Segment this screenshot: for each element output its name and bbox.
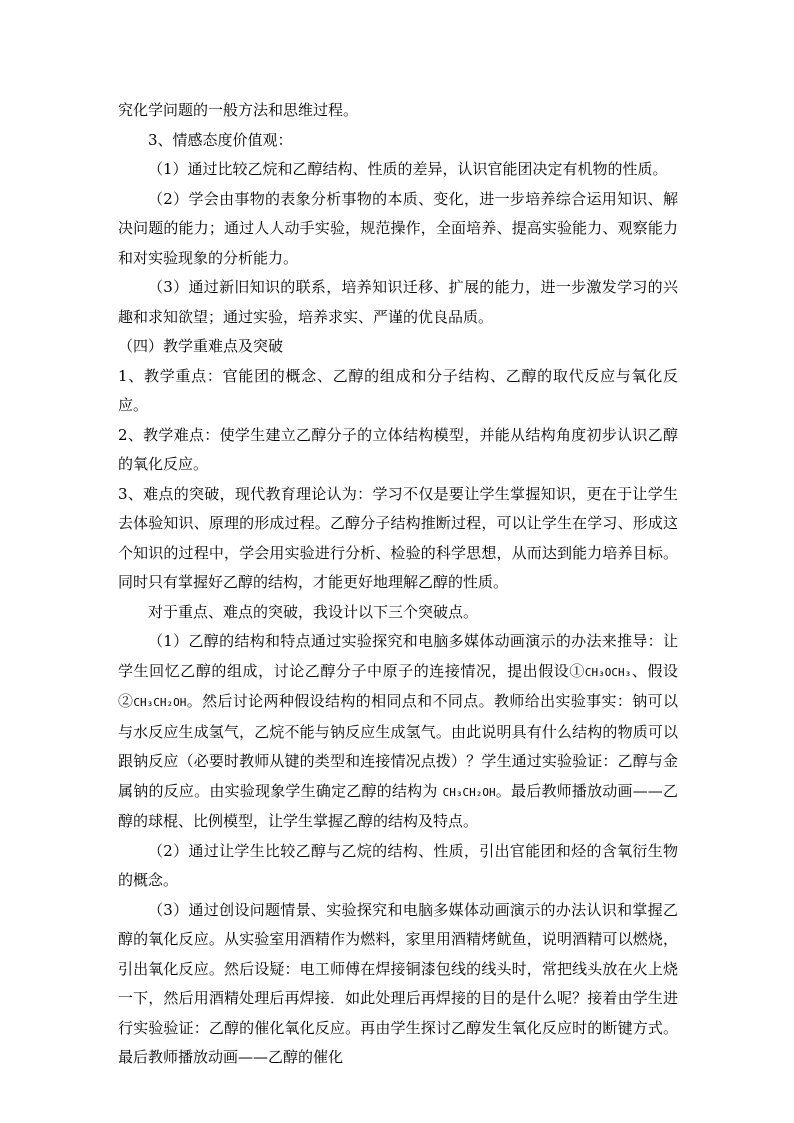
paragraph-difficult-point: 2、教学难点：使学生建立乙醇分子的立体结构模型，并能从结构角度初步认识乙醇的氧化反应。 [118, 425, 678, 473]
text-segment: 、假设② [118, 661, 678, 710]
text-segment: 。然后讨论两种假设结构的相同点和不同点。教师给出实验事实：钠可以与水反应生成氢气，乙烷不能与钠反应生成氢气。由此说明具有什么结构的物质可以跟钠反应（必要时教师从键的类型和连接情况点拨）？学生通过实验验证：乙醇与金属钠的反应。由实验现象学生确定乙醇的结构为 [118, 692, 678, 800]
paragraph-attitude-heading: 3、情感态度价值观： [148, 130, 293, 149]
paragraph-breakthrough-3: （3）通过创设问题情景、实验探究和电脑多媒体动画演示的办法认识和掌握乙醇的氧化反应。从实验室用酒精作为燃料，家里用酒精烤鱿鱼，说明酒精可以燃烧，引出氧化反应。然后设疑：电工师傅在焊接铜漆包线的线头时，常把线头放在火上烧一下，然后用酒精处理后再焊接．如此处理后再焊接的目的是什么呢？接着由学生进行实验验证：乙醇的催化氧化反应。再由学生探讨乙醇发生氧化反应时的断键方式。最后教师播放动画——乙醇的催化 [118, 900, 678, 1066]
paragraph-breakthrough-2: （2）通过让学生比较乙醇与乙烷的结构、性质，引出官能团和烃的含氧衍生物的概念。 [118, 841, 678, 889]
paragraph-continuation: 究化学问题的一般方法和思维过程。 [118, 101, 359, 119]
document-body [118, 96, 678, 1073]
formula-ethanol: CH₃CH₂OH [133, 696, 187, 709]
formula-dimethyl-ether: CH₃OCH₃ [584, 665, 632, 679]
paragraph-attitude-3: （3）通过新旧知识的联系，培养知识迁移、扩展的能力，进一步激发学习的兴趣和求知欲望；通过实验，培养求实、严谨的优良品质。 [118, 278, 678, 326]
paragraph-breakthrough-intro: 对于重点、难点的突破，我设计以下三个突破点。 [148, 602, 479, 621]
section-heading-key-points: （四）教学重难点及突破 [118, 337, 284, 355]
paragraph-breakthrough-1 [118, 627, 678, 837]
paragraph-key-point: 1、教学重点：官能团的概念、乙醇的组成和分子结构、乙醇的取代反应与氧化反应。 [118, 366, 678, 414]
paragraph-breakthrough: 3、难点的突破，现代教育理论认为：学习不仅是要让学生掌握知识，更在于让学生去体验知识、原理的形成过程。乙醇分子结构推断过程，可以让学生在学习、形成这个知识的过程中，学会用实验进行分析、检验的科学思想，从而达到能力培养目标。同时只有掌握好乙醇的结构，才能更好地理解乙醇的性质。 [118, 484, 678, 591]
text-segment: 。最后教师播放动画——乙醇的球棍、比例模型，让学生掌握乙醇的结构及特点。 [118, 781, 678, 830]
paragraph-attitude-2: （2）学会由事物的表象分析事物的本质、变化，进一步培养综合运用知识、解决问题的能力；通过人人动手实验，规范操作，全面培养、提高实验能力、观察能力和对实验现象的分析能力。 [118, 189, 678, 267]
formula-ethanol: CH₃CH₂OH [442, 785, 496, 799]
paragraph-attitude-1: （1）通过比较乙烷和乙醇结构、性质的差异，认识官能团决定有机物的性质。 [148, 160, 668, 178]
text-segment: （1）乙醇的结构和特点通过实验探究和电脑多媒体动画演示的办法来推导：让学生回忆乙醇的组成，讨论乙醇分子中原子的连接情况，提出假设① [118, 632, 678, 680]
